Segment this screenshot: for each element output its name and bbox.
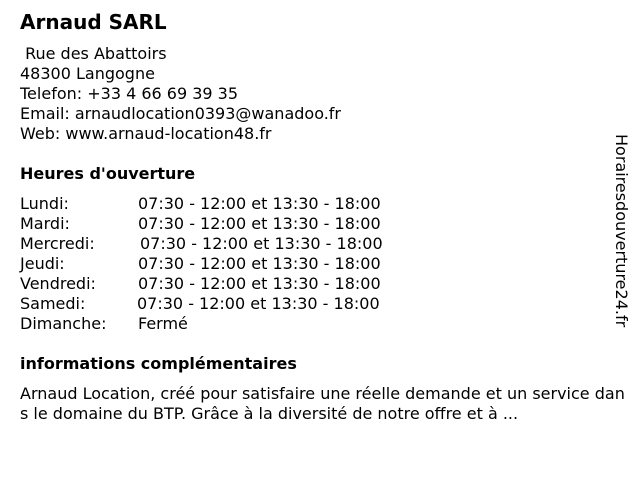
day-label: Jeudi:	[20, 254, 65, 273]
contact-block	[20, 44, 341, 144]
day-hours: 07:30 - 12:00 et 13:30 - 18:00	[137, 294, 380, 313]
additional-info-heading: informations complémentaires	[20, 354, 297, 373]
opening-hours-heading: Heures d'ouverture	[20, 164, 196, 183]
company-name: Arnaud SARL	[20, 10, 167, 34]
day-label: Samedi:	[20, 294, 86, 313]
day-label: Vendredi:	[20, 274, 96, 293]
additional-info-text: Arnaud Location, créé pour satisfaire une réelle demande et un service dans le domaine du BTP. Grâce à la diversité de notre offre et à ...	[20, 384, 625, 423]
day-label: Dimanche:	[20, 314, 107, 333]
day-hours: 07:30 - 12:00 et 13:30 - 18:00	[138, 194, 381, 213]
day-label: Lundi:	[20, 194, 69, 213]
day-hours: 07:30 - 12:00 et 13:30 - 18:00	[138, 214, 381, 233]
web-line: Web: www.arnaud-location48.fr	[20, 124, 272, 143]
day-hours: 07:30 - 12:00 et 13:30 - 18:00	[140, 234, 383, 253]
watermark-text: Horairesdouverture24.fr	[612, 134, 631, 328]
day-hours: 07:30 - 12:00 et 13:30 - 18:00	[138, 254, 381, 273]
phone-line: Telefon: +33 4 66 69 39 35	[20, 84, 239, 103]
city-postal: 48300 Langogne	[20, 64, 155, 83]
day-label: Mercredi:	[20, 234, 95, 253]
street-address: Rue des Abattoirs	[20, 44, 167, 63]
day-hours: Fermé	[138, 314, 188, 333]
day-hours: 07:30 - 12:00 et 13:30 - 18:00	[138, 274, 381, 293]
day-label: Mardi:	[20, 214, 70, 233]
email-line: Email: arnaudlocation0393@wanadoo.fr	[20, 104, 341, 123]
